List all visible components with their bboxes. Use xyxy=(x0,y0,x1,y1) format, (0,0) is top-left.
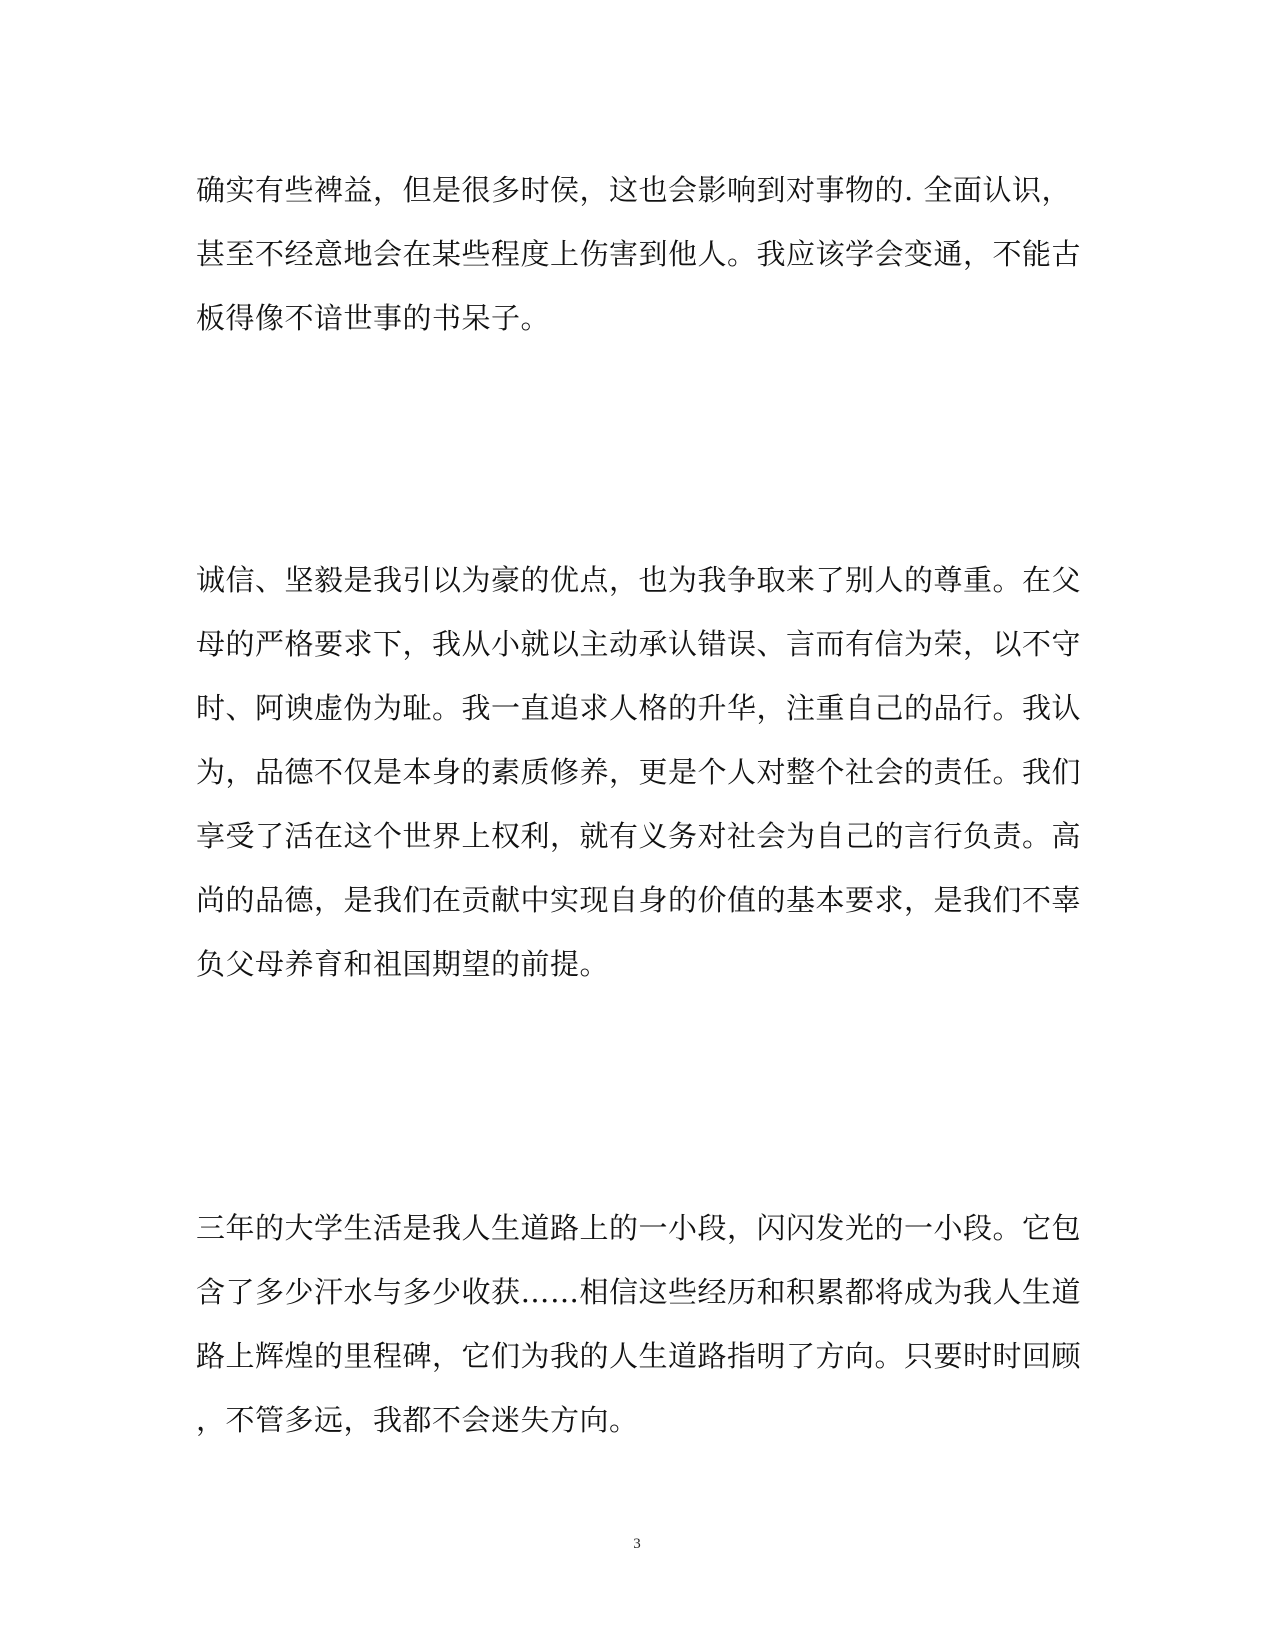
paragraph-line: 甚至不经意地会在某些程度上伤害到他人。我应该学会变通，不能古 xyxy=(196,237,1082,271)
paragraph-line: 确实有些裨益，但是很多时侯，这也会影响到对事物的. 全面认识， xyxy=(196,173,1071,207)
paragraph-line: 三年的大学生活是我人生道路上的一小段，闪闪发光的一小段。它包 xyxy=(196,1211,1082,1245)
paragraph-3 xyxy=(196,1196,1082,1452)
paragraph-line: 负父母养育和祖国期望的前提。 xyxy=(196,947,610,981)
paragraph-line: ，不管多远，我都不会迷失方向。 xyxy=(196,1403,639,1437)
paragraph-line: 为，品德不仅是本身的素质修养，更是个人对整个社会的责任。我们 xyxy=(196,755,1082,789)
page-number: 3 xyxy=(633,1536,641,1552)
paragraph-1 xyxy=(196,158,1082,350)
paragraph-line: 板得像不谙世事的书呆子。 xyxy=(196,301,551,335)
paragraph-line: 诚信、坚毅是我引以为豪的优点，也为我争取来了别人的尊重。在父 xyxy=(196,563,1082,597)
paragraph-line: 路上辉煌的里程碑，它们为我的人生道路指明了方向。只要时时回顾 xyxy=(196,1339,1082,1373)
paragraph-line: 享受了活在这个世界上权利，就有义务对社会为自己的言行负责。高 xyxy=(196,819,1082,853)
paragraph-line: 含了多少汗水与多少收获……相信这些经历和积累都将成为我人生道 xyxy=(196,1275,1082,1309)
paragraph-line: 尚的品德，是我们在贡献中实现自身的价值的基本要求，是我们不辜 xyxy=(196,883,1082,917)
paragraph-line: 母的严格要求下，我从小就以主动承认错误、言而有信为荣，以不守 xyxy=(196,627,1082,661)
paragraph-2 xyxy=(196,548,1082,996)
paragraph-line: 时、阿谀虚伪为耻。我一直追求人格的升华，注重自己的品行。我认 xyxy=(196,691,1082,725)
